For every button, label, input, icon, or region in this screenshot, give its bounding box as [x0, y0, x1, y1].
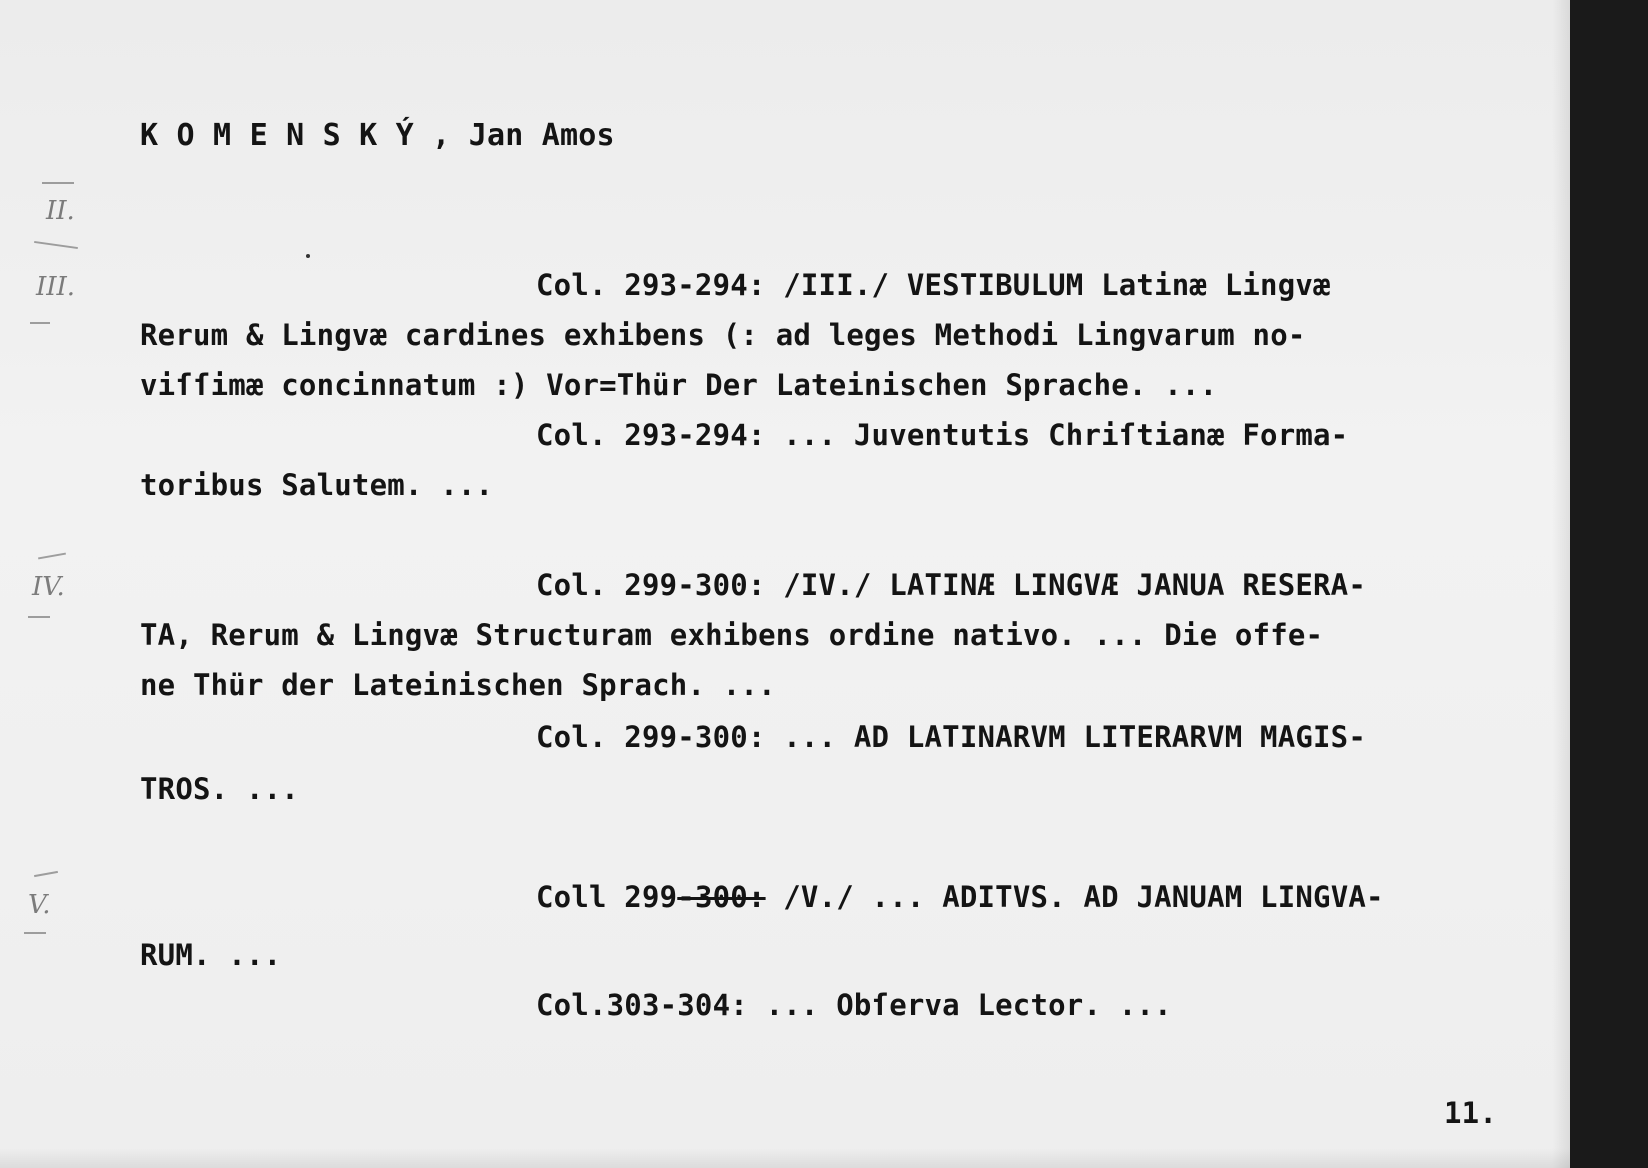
margin-rule [34, 871, 58, 877]
entry-iii-line-3: viſſimæ concinnatum :) Vor=Thür Der Lateinischen Sprache. ... [140, 368, 1218, 402]
margin-mark-3: III. [36, 272, 76, 302]
author-heading: K O M E N S K Ý , Jan Amos [140, 118, 615, 153]
margin-rule [38, 553, 66, 560]
paper-speck [306, 254, 310, 258]
entry-iii-line-1: Col. 293-294: /III./ VESTIBULUM Latinæ Lingvæ [536, 268, 1331, 302]
margin-rule [42, 182, 74, 184]
margin-rule [30, 322, 50, 324]
entry-iv-line-2: TA, Rerum & Lingvæ Structuram exhibens ordine nativo. ... Die offe- [140, 618, 1324, 652]
entry-iv-line-1: Col. 299-300: /IV./ LATINÆ LINGVÆ JANUA RESERA- [536, 568, 1366, 602]
margin-rule [34, 241, 78, 249]
coll-suffix: /V./ ... ADITVS. AD JANUAM LINGVA- [765, 880, 1384, 914]
margin-mark-4: IV. [32, 572, 65, 602]
card-edge-shadow [1552, 0, 1570, 1168]
entry-iii-line-4: Col. 293-294: ... Juventutis Chriſtianæ Forma- [536, 418, 1349, 452]
margin-mark-2: II. [46, 196, 75, 226]
entry-iii-line-5: toribus Salutem. ... [140, 468, 494, 502]
coll-prefix: Coll 299 [536, 880, 678, 914]
margin-rule [28, 616, 50, 618]
entry-iv-line-4: Col. 299-300: ... AD LATINARVM LITERARVM MAGIS- [536, 720, 1366, 754]
entry-iv-line-5: TROS. ... [140, 772, 299, 806]
margin-mark-5: V. [28, 890, 51, 920]
card-bottom-shadow [0, 1148, 1570, 1168]
entry-v-line-3: Col.303-304: ... Obſerva Lector. ... [536, 988, 1172, 1022]
entry-iii-line-2: Rerum & Lingvæ cardines exhibens (: ad leges Methodi Lingvarum no- [140, 318, 1306, 352]
entry-v-line-1 [536, 880, 1384, 914]
entry-iv-line-3: ne Thür der Lateinischen Sprach. ... [140, 668, 776, 702]
struck-text: -300: [677, 880, 766, 914]
entry-v-line-2: RUM. ... [140, 938, 282, 972]
margin-rule [24, 932, 46, 934]
page-number: 11. [1444, 1096, 1497, 1130]
